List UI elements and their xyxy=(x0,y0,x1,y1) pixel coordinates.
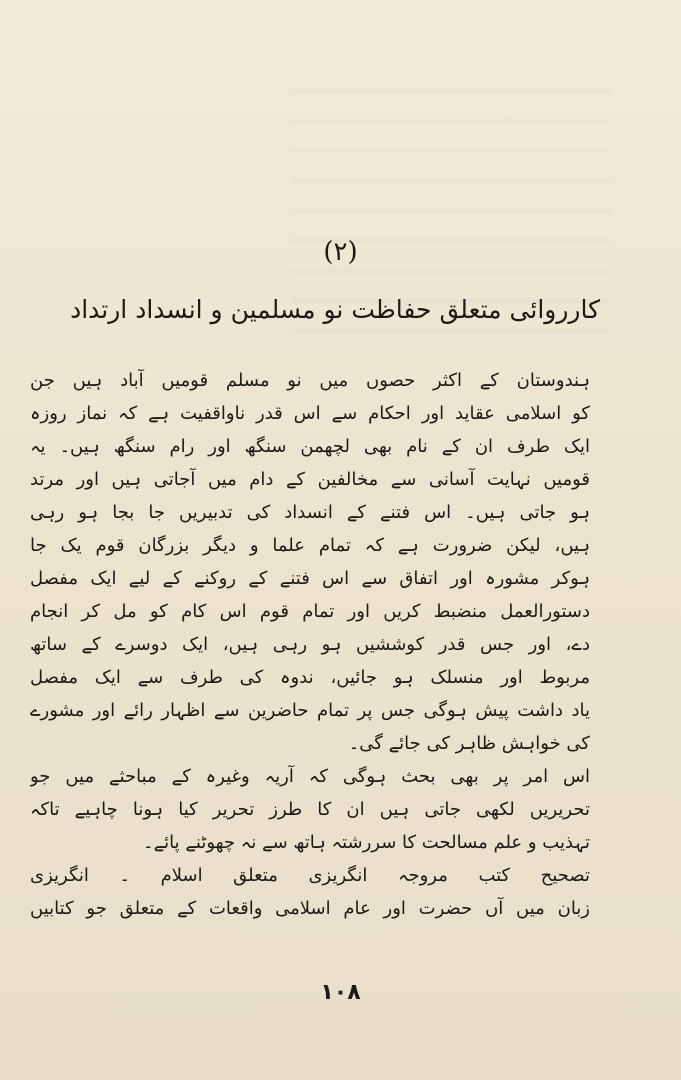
text-line: تہذیب و علم مسالحت کا سررشتہ ہاتھ سے نہ چھوٹنے پائے۔ xyxy=(143,832,590,853)
text-line: دے، اور جس قدر کوششیں ہو رہی ہیں، ایک دوسرے کے ساتھ xyxy=(30,634,590,655)
text-line: دستورالعمل منضبط کریں اور تمام قوم اس کام کو مل کر انجام xyxy=(30,601,590,622)
text-line: ایک طرف ان کے نام بھی لچھمن سنگھ اور رام سنگھ ہیں۔ یہ xyxy=(30,436,590,457)
text-line: ہندوستان کے اکثر حصوں میں نو مسلم قومیں آباد ہیں جن xyxy=(30,370,590,391)
text-line: تحریریں لکھی جاتی ہیں ان کا طرز تحریر کیا ہونا چاہیے تاکہ xyxy=(30,799,590,820)
text-line: تصحیح کتب مروجہ انگریزی متعلق اسلام ۔ انگریزی xyxy=(30,865,590,886)
text-line: یاد داشت پیش ہوگی جس پر تمام حاضرین سے اظہار رائے اور مشورے xyxy=(30,700,590,721)
text-line: مربوط اور منسلک ہو جائیں، ندوہ کی طرف سے ایک مفصل xyxy=(30,667,590,688)
page-number: ۱۰۸ xyxy=(320,980,361,1005)
text-line: اس امر پر بھی بحث ہوگی کہ آریہ وغیرہ کے مباحثے میں جو xyxy=(30,766,590,787)
text-line: ہوکر مشورہ اور اتفاق سے اس فتنے کے روکنے کے لیے ایک مفصل xyxy=(30,568,590,589)
chapter-number: (۲) xyxy=(323,237,358,267)
section-heading: کارروائی متعلق حفاظت نو مسلمین و انسداد ارتداد xyxy=(70,295,600,324)
text-line: کی خواہش ظاہر کی جائے گی۔ xyxy=(348,733,590,754)
text-line: کو اسلامی عقاید اور احکام سے اس قدر ناواقفیت ہے کہ نماز روزہ xyxy=(30,403,590,424)
text-line: ہو جاتی ہیں۔ اس فتنے کے انسداد کی تدبیریں جا بجا ہو رہی xyxy=(30,502,590,523)
text-line: زبان میں آں حضرت اور عام اسلامی واقعات کے متعلق جو کتابیں xyxy=(30,898,590,919)
text-line: ہیں، لیکن ضرورت ہے کہ تمام علما و دیگر بزرگان قوم یک جا xyxy=(30,535,590,556)
body-text xyxy=(30,364,590,925)
text-line: قومیں نہایت آسانی سے مخالفین کے دام میں آجاتی ہیں اور مرتد xyxy=(30,469,590,490)
